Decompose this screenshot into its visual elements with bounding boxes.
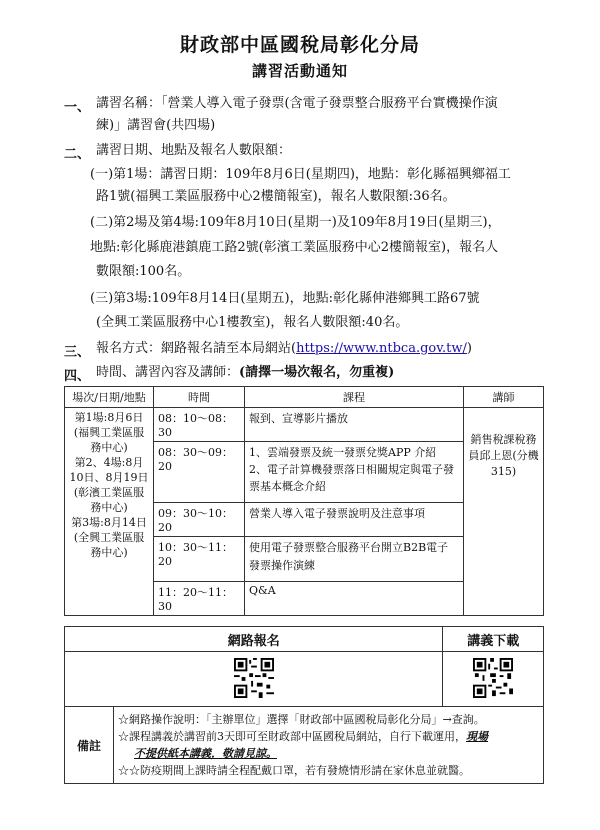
session-cell: 第1場:8月6日(福興工業區服務中心) 第2、4場:8月10日、8月19日(彰濱工業區服務中心) 第3場:8月14日(全興工業區服務中心) xyxy=(65,408,154,616)
note-3: ☆☆防疫期間上課時請全程配戴口罩，若有發燒情形請在家休息並就醫。 xyxy=(118,764,470,777)
course-cell: 1、雲端發票及統一發票兌獎APP 介紹 2、電子計算機發票落日相關規定與電子發票基本概念介紹 xyxy=(245,442,464,503)
course-cell: 營業人導入電子發票說明及注意事項 xyxy=(245,503,464,537)
time-cell: 08：10～08：30 xyxy=(154,408,245,442)
section-3-line xyxy=(96,341,472,357)
notes-cell xyxy=(114,707,544,784)
time-cell: 11：20～11：30 xyxy=(154,582,245,616)
time-cell: 08：30～09：20 xyxy=(154,442,245,503)
item-1-line-1: (一)第1場：講習日期：109年8月6日(星期四)，地點：彰化縣福興鄉福工 xyxy=(90,167,511,182)
handout-download-label: 講義下載 xyxy=(443,627,544,652)
time-cell: 10：30～11：20 xyxy=(154,537,245,582)
note-2-emphasis: 現場 xyxy=(466,730,488,743)
website-link[interactable]: https://www.ntbca.gov.tw/ xyxy=(296,341,467,356)
online-registration-label: 網路報名 xyxy=(65,627,443,652)
table-row xyxy=(65,408,544,442)
section-3-label: 報名方式：網路報名請至本局網站( xyxy=(96,341,297,356)
section-3-number: 三、 xyxy=(64,345,91,360)
item-3-line-1: (三)第3場:109年8月14日(星期五)，地點:彰化縣伸港鄉興工路67號 xyxy=(90,291,480,306)
online-qr-cell xyxy=(65,652,443,707)
section-3-close: ) xyxy=(466,341,472,356)
time-cell: 09：30～10：20 xyxy=(154,503,245,537)
qr-row xyxy=(65,652,544,707)
schedule-header-row xyxy=(65,387,544,408)
course-cell: 使用電子發票整合服務平台開立B2B電子發票操作演練 xyxy=(245,537,464,582)
header-course: 課程 xyxy=(245,387,464,408)
note-2-continuation: 不提供紙本講義，敬請見諒。 xyxy=(134,747,277,760)
note-2 xyxy=(118,728,539,745)
schedule-table xyxy=(64,386,544,616)
section-4-line xyxy=(96,365,394,381)
header-session: 場次/日期/地點 xyxy=(65,387,154,408)
handout-qr-code[interactable] xyxy=(473,658,513,698)
section-2-number: 二、 xyxy=(64,147,91,162)
header-time: 時間 xyxy=(154,387,245,408)
notes-row xyxy=(65,707,544,784)
note-2-text: ☆課程講義於講習前3天即可至財政部中區國稅局網站，自行下載運用， xyxy=(118,730,466,743)
registration-qr-code[interactable] xyxy=(234,658,274,698)
page-subtitle: 講習活動通知 xyxy=(251,62,348,80)
section-2-heading: 講習日期、地點及報名人數限額： xyxy=(96,143,292,158)
section-4-label: 時間、講習內容及講師： xyxy=(96,365,240,380)
page-title: 財政部中區國稅局彰化分局 xyxy=(179,34,420,56)
item-2-line-3: 數限額:100名。 xyxy=(96,264,191,279)
note-1: ☆網路操作說明：「主辦單位」選擇「財政部中區國稅局彰化分局」→查詢。 xyxy=(118,713,485,726)
notes-label: 備註 xyxy=(65,707,114,784)
section-1-line-2: 練)」講習會(共四場) xyxy=(96,118,216,133)
section-1-number: 一、 xyxy=(64,100,91,115)
item-1-line-2: 路1號(福興工業區服務中心2樓簡報室)，報名人數限額:36名。 xyxy=(96,189,456,204)
section-1-line-1: 講習名稱：「營業人導入電子發票(含電子發票整合服務平台實機操作演 xyxy=(96,96,498,111)
registration-header-row xyxy=(65,627,544,652)
course-cell: 報到、宣導影片播放 xyxy=(245,408,464,442)
section-4-emphasis: (請擇一場次報名，勿重複) xyxy=(239,365,395,380)
course-cell: Q&A xyxy=(245,582,464,616)
item-2-line-1: (二)第2場及第4場:109年8月10日(星期一)及109年8月19日(星期三)， xyxy=(90,215,501,230)
item-3-line-2: (全興工業區服務中心1樓教室)，報名人數限額:40名。 xyxy=(96,315,409,330)
registration-table xyxy=(64,626,544,784)
section-4-number: 四、 xyxy=(64,369,91,384)
header-lecturer: 講師 xyxy=(464,387,544,408)
handout-qr-cell xyxy=(443,652,544,707)
item-2-line-2: 地點:彰化縣鹿港鎮鹿工路2號(彰濱工業區服務中心2樓簡報室)，報名人 xyxy=(90,240,499,255)
lecturer-cell: 銷售稅課稅務員邱上恩(分機315) xyxy=(464,408,544,616)
